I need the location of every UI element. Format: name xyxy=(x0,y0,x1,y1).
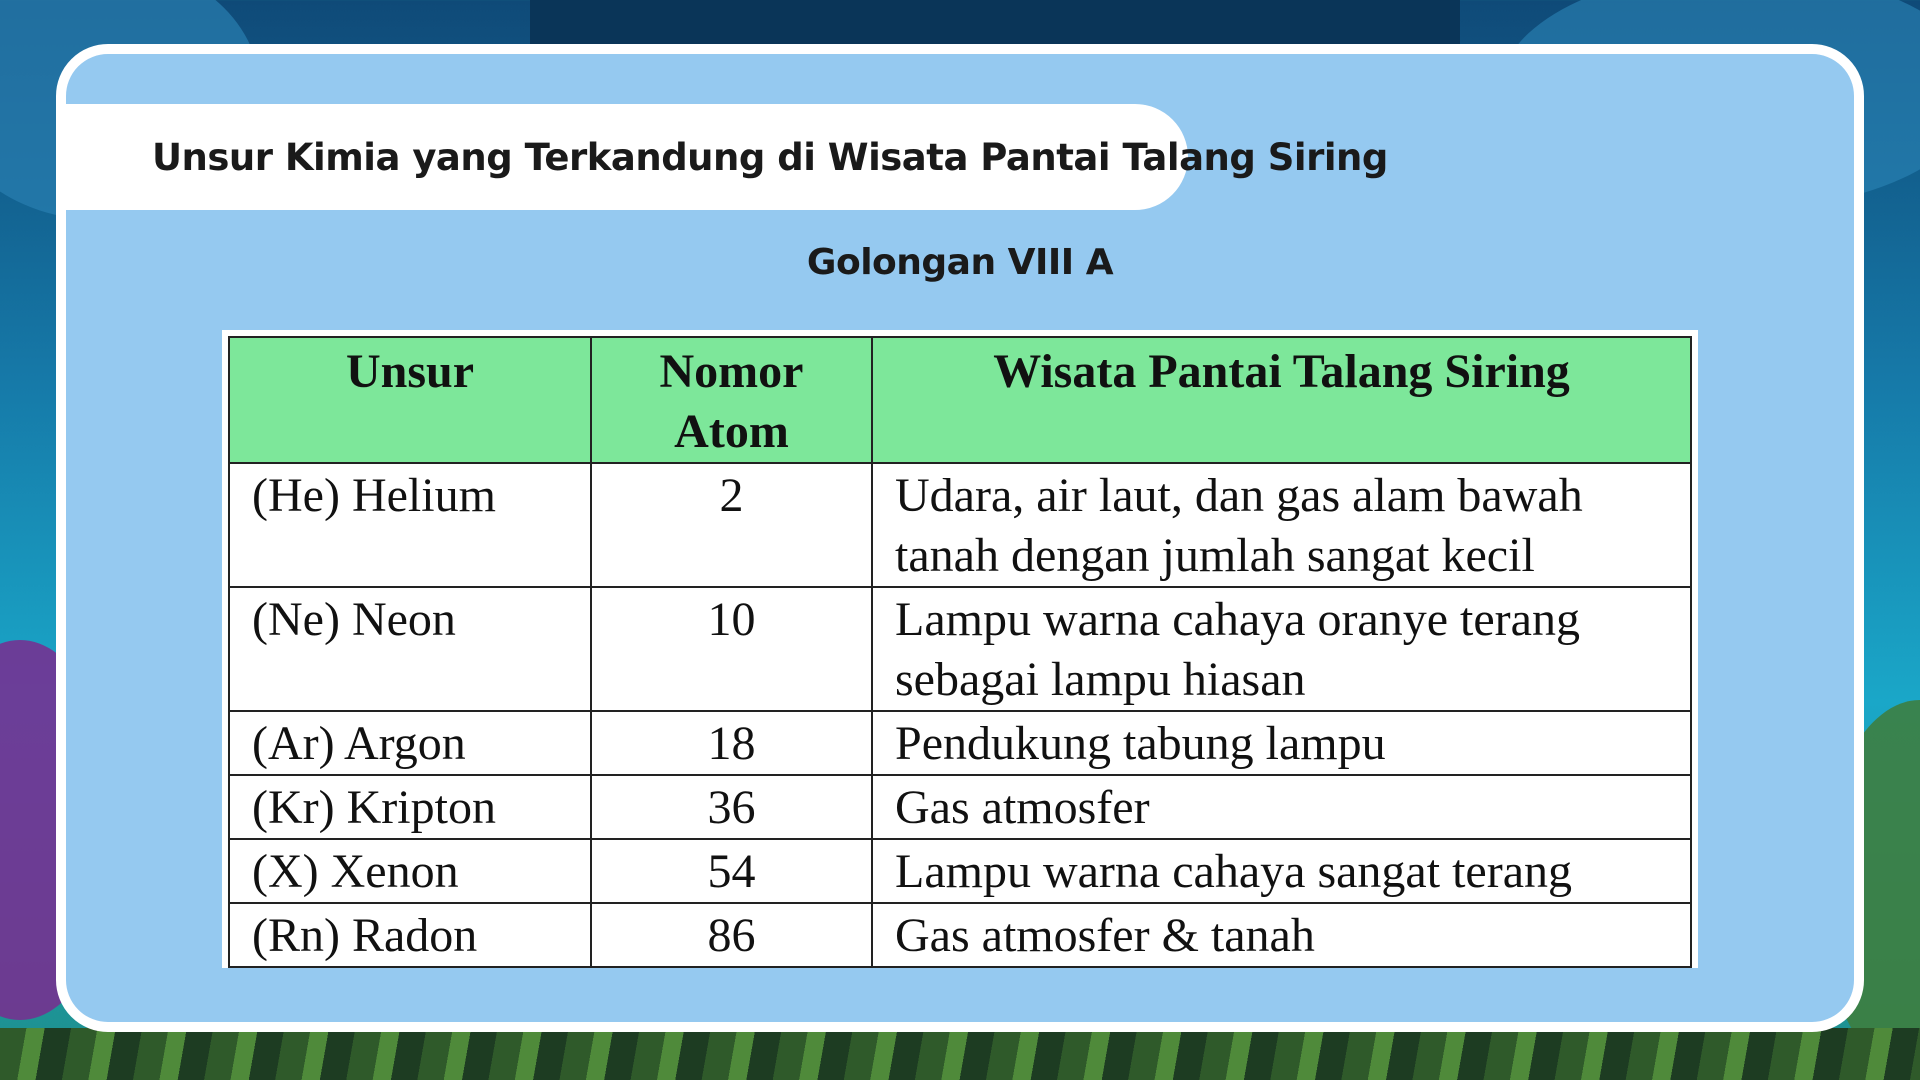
slide-subtitle: Golongan VIII A xyxy=(806,242,1114,283)
cell-element: (Rn) Radon xyxy=(229,903,591,967)
cell-atomic-number: 2 xyxy=(591,463,872,587)
cell-element: (X) Xenon xyxy=(229,839,591,903)
header-atomic-number: Nomor Atom xyxy=(591,337,872,463)
cell-tourism: Lampu warna cahaya oranye terang sebagai lampu hiasan xyxy=(872,587,1691,711)
background-plants xyxy=(0,1028,1920,1080)
cell-element: (Ne) Neon xyxy=(229,587,591,711)
cell-element: (Kr) Kripton xyxy=(229,775,591,839)
cell-atomic-number: 10 xyxy=(591,587,872,711)
table-row xyxy=(229,839,1691,903)
slide-title: Unsur Kimia yang Terkandung di Wisata Pantai Talang Siring xyxy=(152,135,1388,179)
table-row xyxy=(229,463,1691,587)
header-element: Unsur xyxy=(229,337,591,463)
cell-tourism: Lampu warna cahaya sangat terang xyxy=(872,839,1691,903)
cell-tourism: Gas atmosfer & tanah xyxy=(872,903,1691,967)
background-top-band xyxy=(530,0,1460,48)
cell-atomic-number: 36 xyxy=(591,775,872,839)
title-banner xyxy=(56,104,1388,210)
cell-element: (He) Helium xyxy=(229,463,591,587)
table-header-row xyxy=(229,337,1691,463)
table-row xyxy=(229,587,1691,711)
cell-tourism: Udara, air laut, dan gas alam bawah tanah dengan jumlah sangat kecil xyxy=(872,463,1691,587)
cell-atomic-number: 54 xyxy=(591,839,872,903)
cell-element: (Ar) Argon xyxy=(229,711,591,775)
table-row xyxy=(229,903,1691,967)
cell-tourism: Pendukung tabung lampu xyxy=(872,711,1691,775)
table-frame xyxy=(222,330,1698,968)
header-tourism: Wisata Pantai Talang Siring xyxy=(872,337,1691,463)
elements-table xyxy=(228,336,1692,968)
cell-atomic-number: 86 xyxy=(591,903,872,967)
table-row xyxy=(229,711,1691,775)
cell-tourism: Gas atmosfer xyxy=(872,775,1691,839)
slide-card xyxy=(56,44,1864,1032)
table-row xyxy=(229,775,1691,839)
cell-atomic-number: 18 xyxy=(591,711,872,775)
